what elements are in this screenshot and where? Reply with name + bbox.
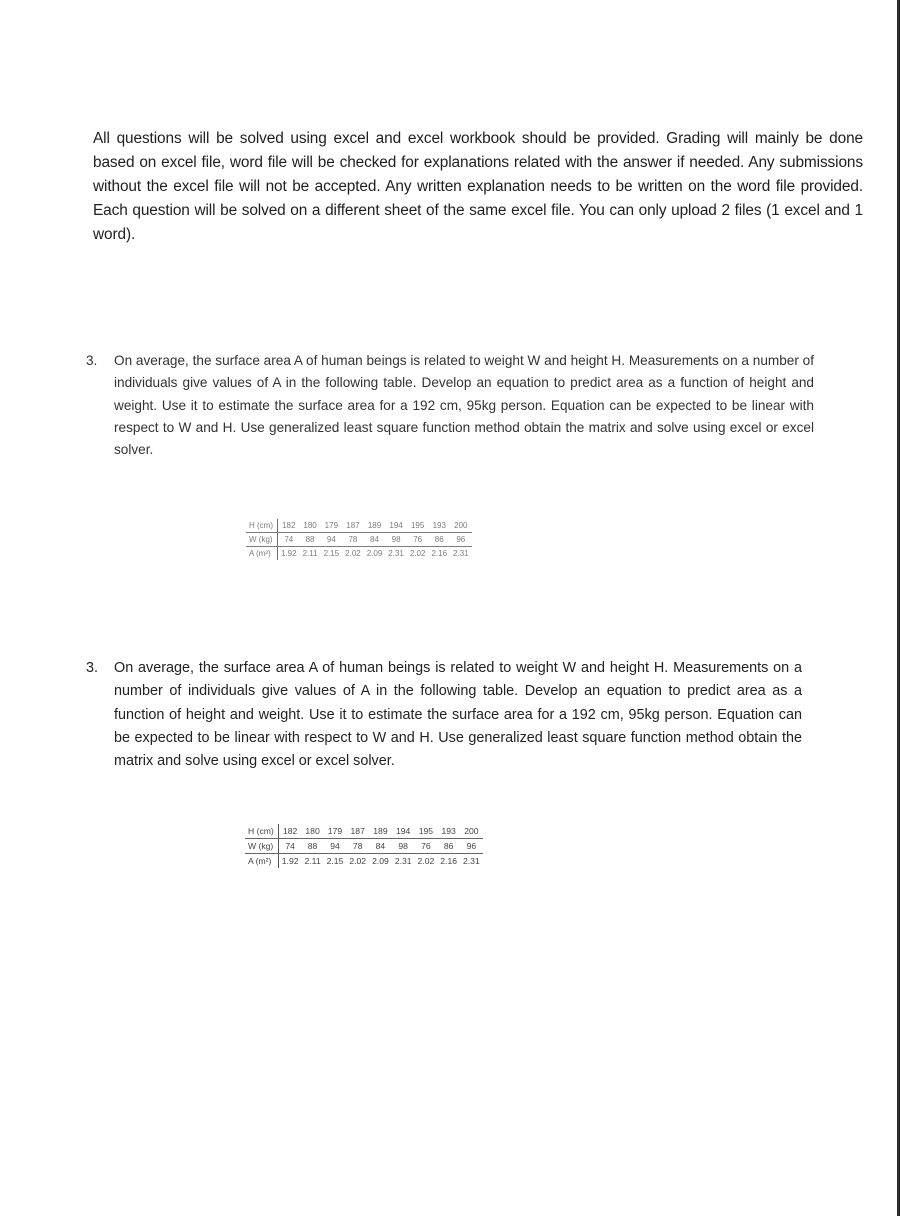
- question-3-copy-2: [86, 657, 802, 773]
- table-cell: 74: [278, 839, 301, 854]
- table-cell: 179: [324, 824, 347, 839]
- table-cell: 84: [369, 839, 392, 854]
- table-cell: 78: [342, 533, 364, 547]
- table-row-height: [245, 824, 483, 839]
- table-cell: 2.02: [409, 549, 426, 558]
- table-cell: 189: [364, 519, 386, 533]
- table-cell: 2.11: [302, 549, 318, 558]
- question-3-copy-1: [86, 350, 814, 461]
- table-cell: 180: [300, 519, 321, 533]
- table-cell: 2.11: [304, 856, 321, 866]
- row-label: H (cm): [246, 519, 278, 533]
- table-cell: 194: [385, 519, 407, 533]
- table-row-area: [246, 547, 472, 561]
- table-row-weight: [246, 533, 472, 547]
- table-cell: 76: [407, 533, 429, 547]
- table-row-area: [245, 854, 483, 869]
- table-cell: 2.31: [388, 549, 404, 558]
- table-cell: 182: [278, 519, 300, 533]
- table-cell: 2.02: [417, 856, 435, 866]
- question-number: 3.: [86, 660, 99, 676]
- table-cell: 86: [437, 839, 460, 854]
- table-cell: 86: [428, 533, 450, 547]
- table-cell: 84: [364, 533, 386, 547]
- table-cell: 182: [278, 824, 301, 839]
- table-cell: 187: [346, 824, 369, 839]
- table-cell: 1.92: [281, 549, 297, 558]
- table-cell: 2.16: [431, 549, 448, 558]
- table-cell: 189: [369, 824, 392, 839]
- table-cell: 2.02: [349, 856, 367, 866]
- table-cell: 195: [415, 824, 438, 839]
- table-cell: 2.31: [463, 856, 480, 866]
- table-cell: 193: [437, 824, 460, 839]
- table-cell: 179: [321, 519, 343, 533]
- table-cell: 2.31: [394, 856, 412, 866]
- table-cell: 94: [321, 533, 343, 547]
- table-cell: 96: [460, 839, 483, 854]
- table-cell: 200: [450, 519, 472, 533]
- table-cell: 2.31: [453, 549, 469, 558]
- question-text: On average, the surface area A of human beings is related to weight W and height H. Measurements on a number of individuals give values of A in the following table. Develop an equation to predict area as a function of height and weight. Use it to estimate the surface area for a 192 cm, 95kg person. Equation can be expected to be linear with respect to W and H. Use generalized least square function method obtain the matrix and solve using excel or excel solver.: [114, 660, 802, 770]
- table-cell: 88: [302, 839, 324, 854]
- table-cell: 1.92: [281, 856, 299, 866]
- table-cell: 74: [278, 533, 300, 547]
- table-row-height: [246, 519, 472, 533]
- table-cell: 94: [324, 839, 347, 854]
- question-text: On average, the surface area A of human beings is related to weight W and height H. Measurements on a number of individuals give values of A in the following table. Develop an equation to predict area as a function of height and weight. Use it to estimate the surface area for a 192 cm, 95kg person. Equation can be expected to be linear with respect to W and H. Use generalized least square function method obtain the matrix and solve using excel or excel solver.: [114, 353, 814, 458]
- row-label: A (m²): [246, 547, 278, 561]
- table-cell: 2.15: [323, 549, 340, 558]
- measurements-table-copy-1: [246, 519, 472, 560]
- measurements-table-copy-2: [245, 824, 483, 868]
- table-cell: 98: [385, 533, 407, 547]
- table-cell: 2.16: [440, 856, 458, 866]
- table-cell: 193: [428, 519, 450, 533]
- table-cell: 180: [302, 824, 324, 839]
- table-cell: 2.15: [326, 856, 344, 866]
- table-cell: 195: [407, 519, 429, 533]
- table-cell: 187: [342, 519, 364, 533]
- table-cell: 88: [300, 533, 321, 547]
- row-label: W (kg): [246, 533, 278, 547]
- table-cell: 98: [392, 839, 415, 854]
- table-cell: 78: [346, 839, 369, 854]
- row-label: H (cm): [245, 824, 278, 839]
- table-cell: 76: [415, 839, 438, 854]
- row-label: W (kg): [245, 839, 278, 854]
- table-cell: 96: [450, 533, 472, 547]
- table-cell: 2.09: [366, 549, 383, 558]
- table-cell: 200: [460, 824, 483, 839]
- table-cell: 2.02: [345, 549, 361, 558]
- table-cell: 2.09: [372, 856, 389, 866]
- table-row-weight: [245, 839, 483, 854]
- instructions-paragraph: All questions will be solved using excel and excel workbook should be provided. Grading will mainly be done based on excel file, word file will be checked for explanations related with the answer if needed. Any submissions without the excel file will not be accepted. Any written explanation needs to be written on the word file provided. Each question will be solved on a different sheet of the same excel file. You can only upload 2 files (1 excel and 1 word).: [93, 130, 863, 243]
- question-number: 3.: [86, 353, 98, 368]
- table-cell: 194: [392, 824, 415, 839]
- row-label: A (m²): [245, 854, 278, 869]
